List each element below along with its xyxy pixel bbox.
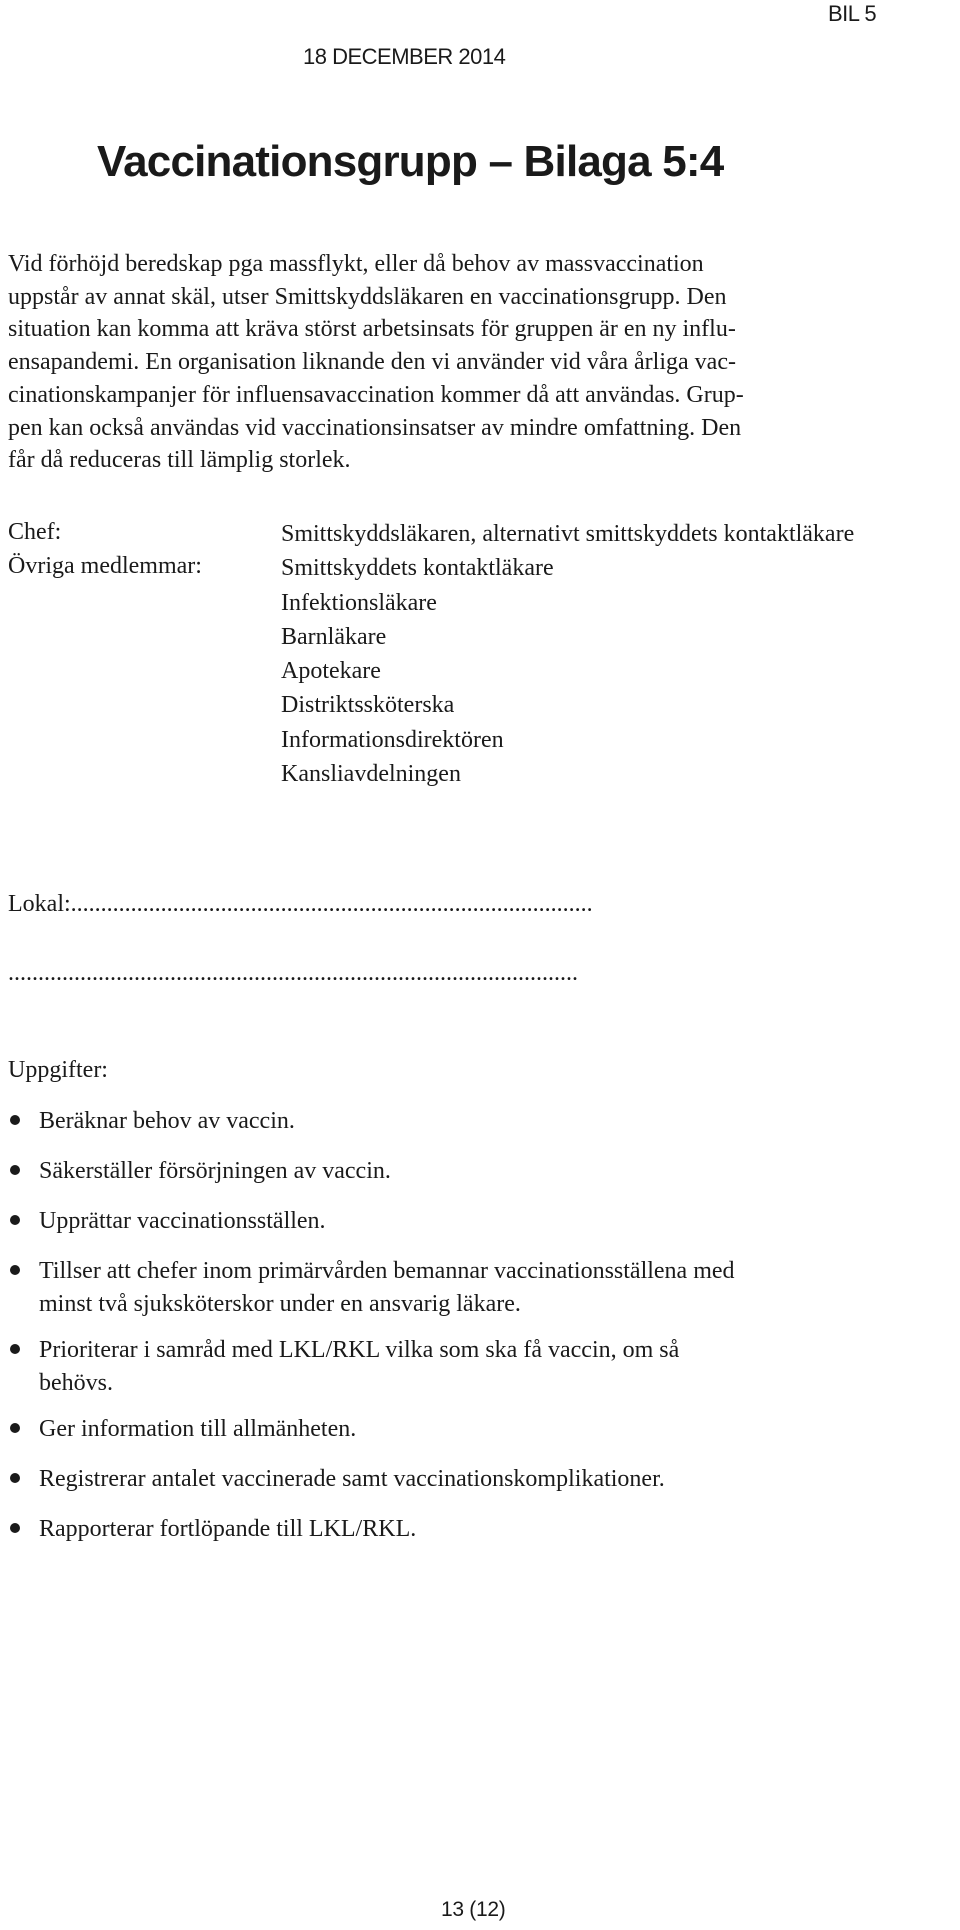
member-item: Distriktssköterska: [281, 692, 455, 719]
member-item: Informationsdirektören: [281, 726, 504, 753]
intro-line: pen kan också användas vid vaccinationsinsatser av mindre omfattning. Den: [8, 414, 742, 441]
intro-line: situation kan komma att kräva störst arbetsinsats för gruppen är en ny influ-: [8, 316, 736, 343]
chef-value: Smittskyddsläkaren, alternativt smittskyddets kontaktläkare: [281, 521, 855, 547]
task-text: Ger information till allmänheten.: [39, 1416, 357, 1442]
bullet-icon: [10, 1523, 20, 1533]
page-title: Vaccinationsgrupp – Bilaga 5:4: [97, 137, 724, 186]
member-item: Kansliavdelningen: [281, 761, 461, 788]
tasks-heading: Uppgifter:: [8, 1057, 108, 1083]
chef-label: Chef:: [8, 519, 62, 545]
task-text: Registrerar antalet vaccinerade samt vaccinationskomplikationer.: [39, 1466, 665, 1492]
intro-line: Vid förhöjd beredskap pga massflykt, eller då behov av massvaccination: [8, 251, 704, 277]
task-text: Upprättar vaccinationsställen.: [39, 1208, 326, 1234]
page-number: 13 (12): [441, 1898, 506, 1921]
member-item: Barnläkare: [281, 623, 387, 650]
intro-line: får då reduceras till lämplig storlek.: [8, 447, 351, 474]
document-date: 18 DECEMBER 2014: [303, 44, 506, 69]
intro-line: ensapandemi. En organisation liknande den vi använder vid våra årliga vac-: [8, 349, 736, 376]
member-item: Smittskyddets kontaktläkare: [281, 555, 554, 582]
task-text: Prioriterar i samråd med LKL/RKL vilka som ska få vaccin, om så: [39, 1337, 680, 1363]
bullet-icon: [10, 1344, 20, 1354]
task-text: Säkerställer försörjningen av vaccin.: [39, 1158, 391, 1184]
task-text: behövs.: [39, 1370, 113, 1396]
bullet-icon: [10, 1423, 20, 1433]
task-text: Beräknar behov av vaccin.: [39, 1108, 295, 1134]
task-text: Rapporterar fortlöpande till LKL/RKL.: [39, 1516, 417, 1542]
task-text: Tillser att chefer inom primärvården bemannar vaccinationsställena med: [39, 1258, 735, 1284]
attachment-label: BIL 5: [828, 1, 877, 26]
bullet-icon: [10, 1265, 20, 1275]
lokal-continuation-line: ...............................................................................................: [8, 960, 578, 986]
member-item: Infektionsläkare: [281, 589, 437, 616]
bullet-icon: [10, 1215, 20, 1225]
bullet-icon: [10, 1165, 20, 1175]
member-list: [281, 517, 854, 791]
intro-line: cinationskampanjer för influensavaccination kommer då att användas. Grup-: [8, 381, 744, 408]
member-item: Apotekare: [281, 658, 381, 685]
task-text: minst två sjuksköterskor under en ansvarig läkare.: [39, 1291, 521, 1317]
intro-paragraph: [8, 248, 878, 477]
lokal-line: Lokal:.......................................................................................: [8, 891, 593, 917]
members-label: Övriga medlemmar:: [8, 553, 202, 579]
intro-line: uppstår av annat skäl, utser Smittskyddsläkaren en vaccinationsgrupp. Den: [8, 283, 727, 310]
bullet-icon: [10, 1115, 20, 1125]
bullet-icon: [10, 1473, 20, 1483]
